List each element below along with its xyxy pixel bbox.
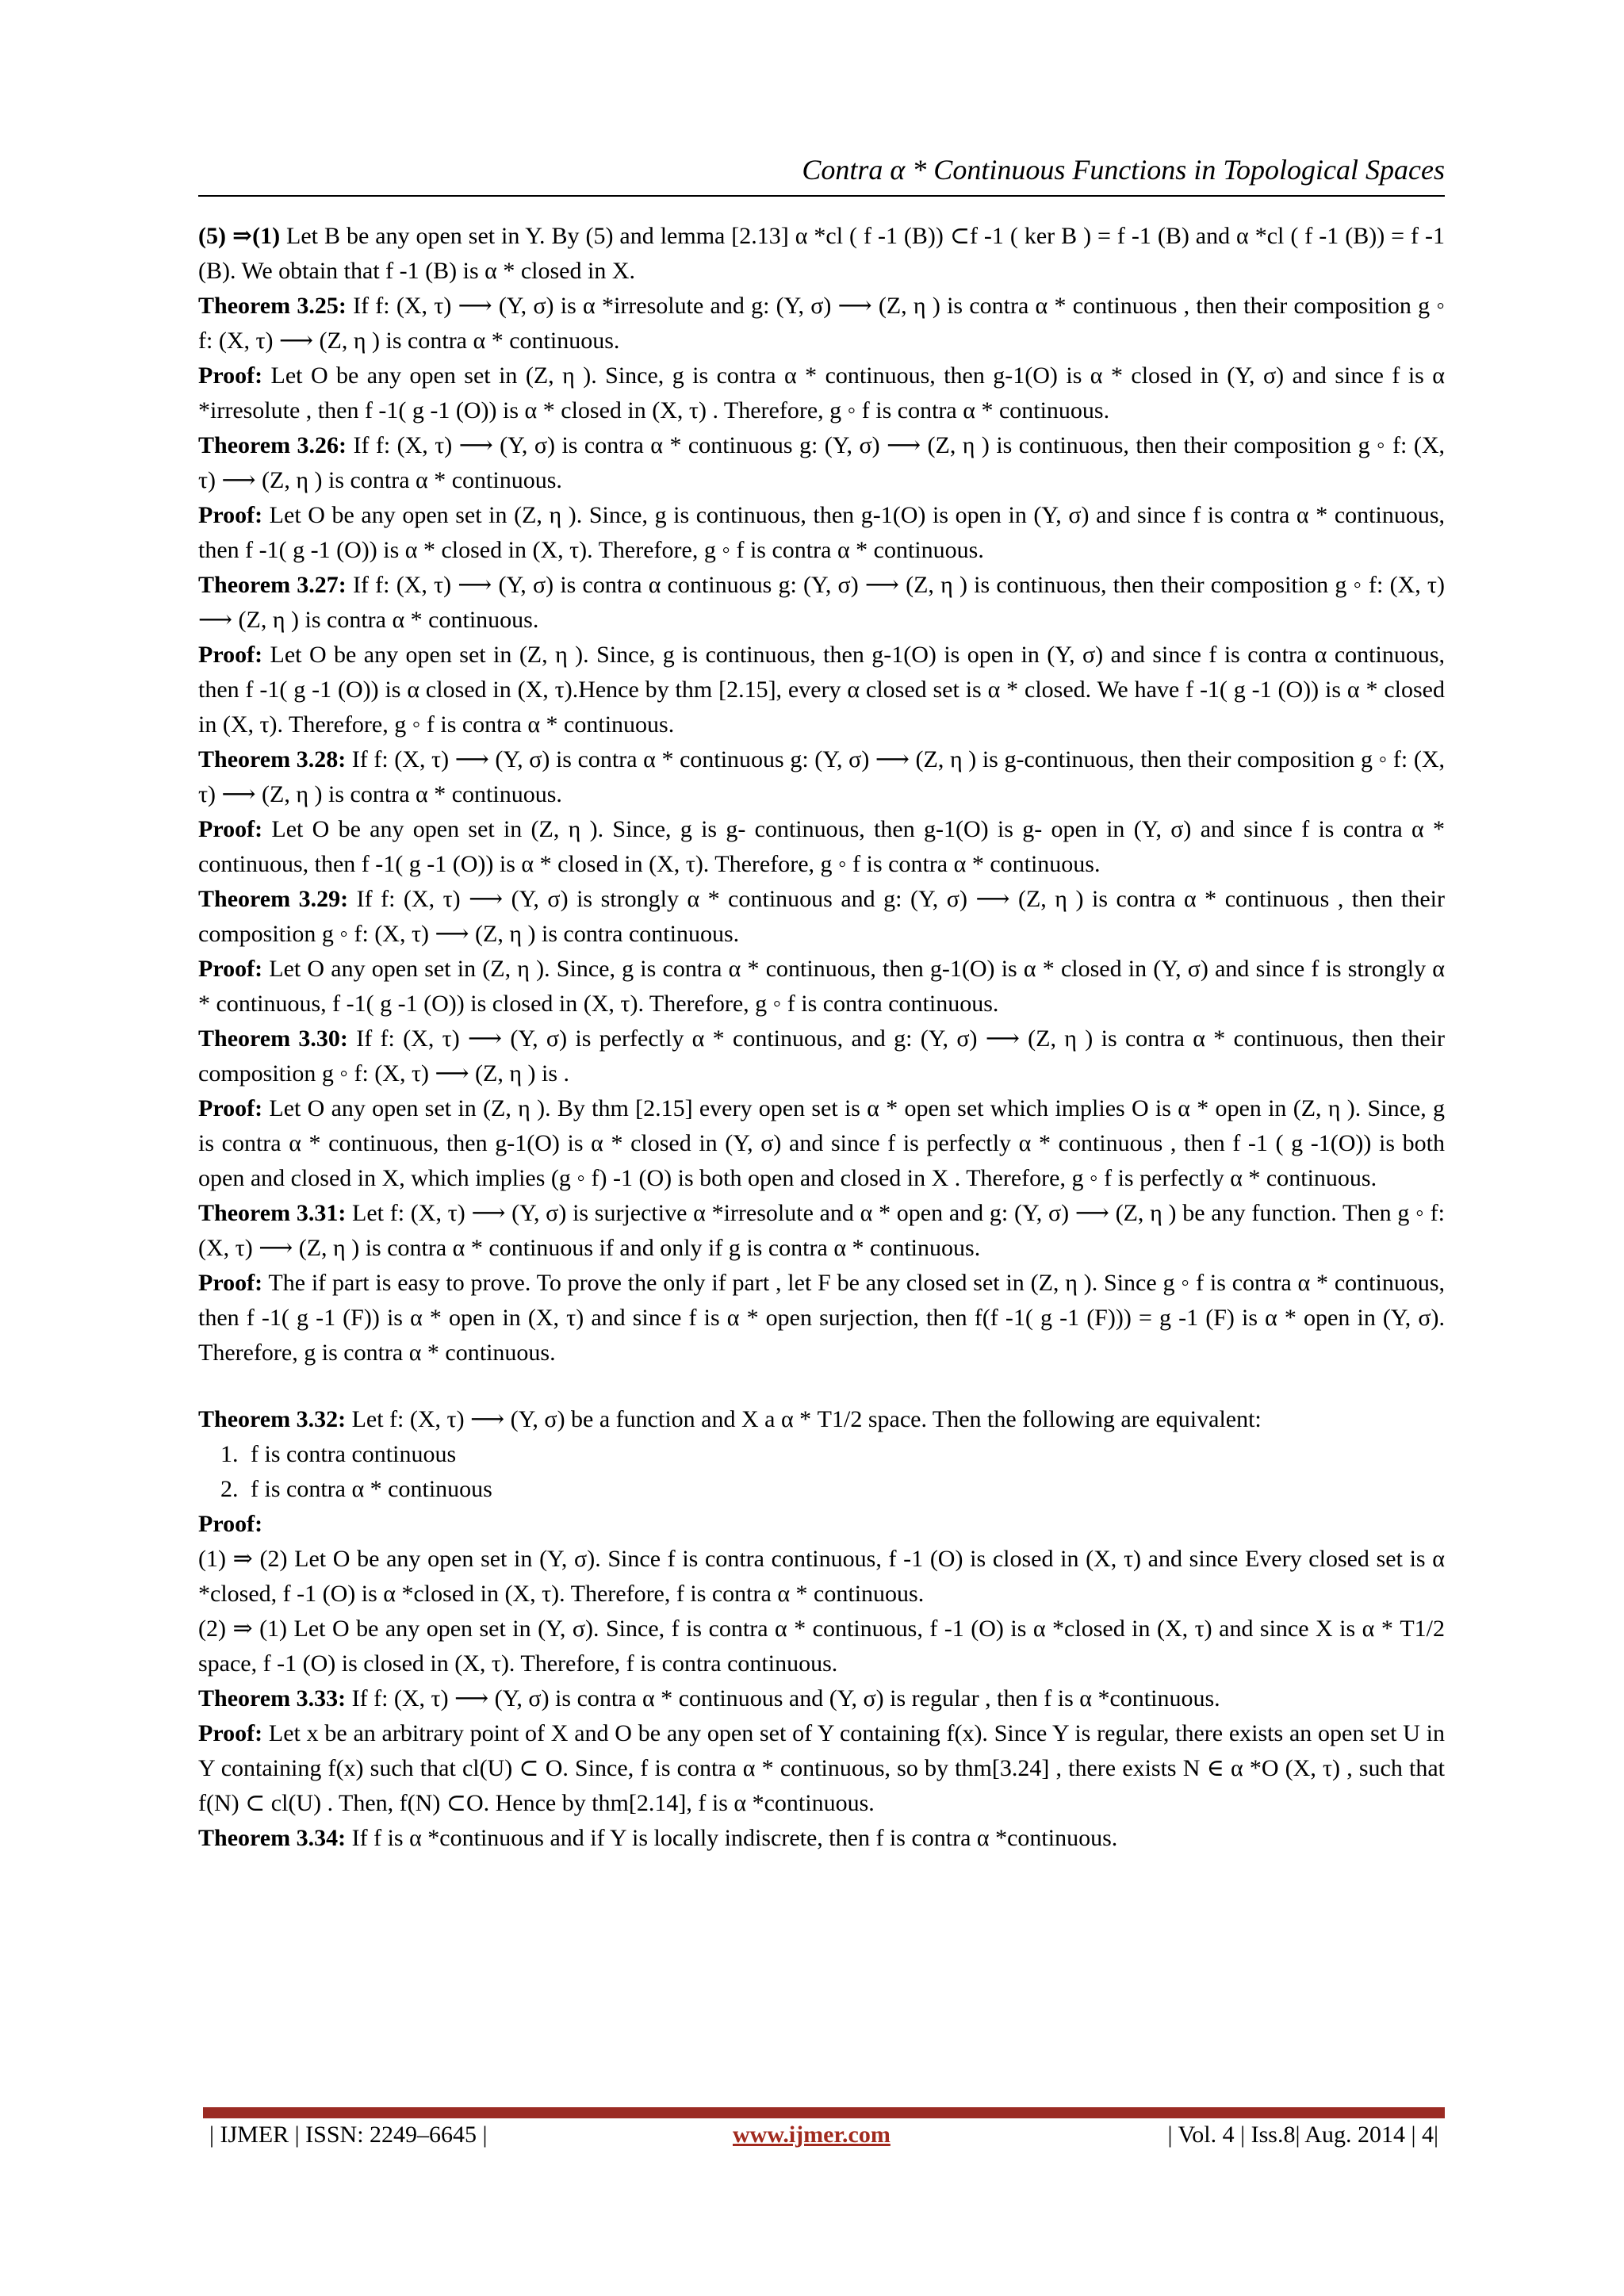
proof: [198, 1266, 1445, 1370]
list-item: 1. f is contra continuous: [244, 1437, 1445, 1472]
paragraph-lead: Proof:: [198, 1720, 263, 1746]
paragraph-text: Let x be an arbitrary point of X and O be any open set of Y containing f(x). Since Y is regular, there exists an open set U in Y containing f(x) such that cl(U) ⊂ O. Since, f is contra α * continuous, so by thm[3.24] , there exists N ∈ α *O (X, τ) , such that f(N) ⊂ cl(U) . Then, f(N) ⊂O. Hence by thm[2.14], f is α *continuous.: [198, 1720, 1445, 1816]
theorem-3-25: [198, 289, 1445, 358]
proof: [198, 812, 1445, 882]
page-footer: [209, 2122, 1438, 2153]
paragraph-lead: Theorem 3.25:: [198, 293, 347, 319]
paragraph-gap: [198, 1370, 1445, 1402]
paragraph-lead: Proof:: [198, 1511, 263, 1537]
paragraph-lead: Theorem 3.26:: [198, 432, 347, 458]
theorem-3-32: [198, 1402, 1445, 1437]
paragraph-text: If f: (X, τ) ⟶ (Y, σ) is perfectly α * continuous, and g: (Y, σ) ⟶ (Z, η ) is contra α * continuous, then their composition g ◦ f: (X, τ) ⟶ (Z, η ) is .: [198, 1025, 1445, 1087]
paragraph-text: Let O be any open set in (Z, η ). Since, g is continuous, then g-1(O) is open in (Y, σ) and since f is contra α * continuous, then f -1( g -1 (O)) is α * closed in (X, τ). Therefore, g ◦ f is contra α * continuous.: [198, 502, 1445, 563]
paragraph-text: Let O be any open set in (Z, η ). Since, g is contra α * continuous, then g-1(O) is α * closed in (Y, σ) and since f is α *irresolute , then f -1( g -1 (O)) is α * closed in (X, τ) . Therefore, g ◦ f is contra α * continuous.: [198, 362, 1445, 424]
paragraph-lead: Theorem 3.29:: [198, 886, 349, 912]
footer-rule: [203, 2107, 1445, 2118]
paragraph-text: Let f: (X, τ) ⟶ (Y, σ) is surjective α *irresolute and α * open and g: (Y, σ) ⟶ (Z, η ) be any function. Then g ◦ f: (X, τ) ⟶ (Z, η ) is contra α * continuous if and only if g is contra α * continuous.: [198, 1200, 1445, 1261]
paragraph-text: The if part is easy to prove. To prove the only if part , let F be any closed set in (Z, η ). Since g ◦ f is contra α * continuous, then f -1( g -1 (F)) is α * open in (X, τ) and since f is α * open surjection, then f(f -1( g -1 (F))) = g -1 (F) is α * open in (Y, σ). Therefore, g is contra α * continuous.: [198, 1270, 1445, 1366]
paragraph-text: If f is α *continuous and if Y is locally indiscrete, then f is contra α *continuous.: [346, 1825, 1118, 1851]
paragraph-lead: Proof:: [198, 642, 263, 668]
proof: [198, 1507, 1445, 1542]
proof-step: [198, 1612, 1445, 1681]
paragraph-lead: Proof:: [198, 502, 263, 528]
paragraph-text: If f: (X, τ) ⟶ (Y, σ) is contra α continuous g: (Y, σ) ⟶ (Z, η ) is continuous, then their composition g ◦ f: (X, τ) ⟶ (Z, η ) is contra α * continuous.: [198, 572, 1445, 633]
paragraph-lead: Theorem 3.32:: [198, 1406, 347, 1432]
paragraph-lead: Proof:: [198, 816, 263, 842]
theorem-3-33: [198, 1681, 1445, 1716]
paragraph-text: If f: (X, τ) ⟶ (Y, σ) is contra α * continuous g: (Y, σ) ⟶ (Z, η ) is g-continuous, then their composition g ◦ f: (X, τ) ⟶ (Z, η ) is contra α * continuous.: [198, 746, 1445, 807]
paragraph-lead: Theorem 3.27:: [198, 572, 347, 598]
paragraph-text: If f: (X, τ) ⟶ (Y, σ) is contra α * continuous g: (Y, σ) ⟶ (Z, η ) is continuous, then their composition g ◦ f: (X, τ) ⟶ (Z, η ) is contra α * continuous.: [198, 432, 1445, 493]
proof: [198, 952, 1445, 1022]
journal-website-link[interactable]: www.ijmer.com: [733, 2122, 891, 2148]
theorem-3-29: [198, 882, 1445, 952]
paragraph-lead: Proof:: [198, 1095, 263, 1121]
paragraph-text: Let B be any open set in Y. By (5) and lemma [2.13] α *cl ( f -1 (B)) ⊂f -1 ( ker B ) = f -1 (B) and α *cl ( f -1 (B)) = f -1 (B). We obtain that f -1 (B) is α * closed in X.: [198, 223, 1445, 284]
paragraph-lead: Theorem 3.30:: [198, 1025, 348, 1052]
proof-step: [198, 1542, 1445, 1612]
paragraph-lead: Theorem 3.34:: [198, 1825, 347, 1851]
theorem-3-27: [198, 568, 1445, 638]
theorem-3-28: [198, 742, 1445, 812]
paragraph-lead: Proof:: [198, 956, 263, 982]
paragraph-text: If f: (X, τ) ⟶ (Y, σ) is α *irresolute and g: (Y, σ) ⟶ (Z, η ) is contra α * continuous , then their composition g ◦ f: (X, τ) ⟶ (Z, η ) is contra α * continuous.: [198, 293, 1445, 354]
paragraph-text: If f: (X, τ) ⟶ (Y, σ) is contra α * continuous and (Y, σ) is regular , then f is α *continuous.: [346, 1685, 1220, 1711]
paragraph-lead: Theorem 3.33:: [198, 1685, 347, 1711]
paragraph-text: (1) ⇒ (2) Let O be any open set in (Y, σ). Since f is contra continuous, f -1 (O) is closed in (X, τ) and since Every closed set is α *closed, f -1 (O) is α *closed in (X, τ). Therefore, f is contra α * continuous.: [198, 1546, 1445, 1607]
paragraph-text: Let O be any open set in (Z, η ). Since, g is g- continuous, then g-1(O) is g- open in (Y, σ) and since f is contra α * continuous, then f -1( g -1 (O)) is α * closed in (X, τ). Therefore, g ◦ f is contra α * continuous.: [198, 816, 1445, 877]
paragraph-lead: Theorem 3.31:: [198, 1200, 347, 1226]
equivalence-list: [198, 1437, 1445, 1507]
proof: [198, 1716, 1445, 1821]
proof: [198, 1091, 1445, 1196]
paragraph-text: If f: (X, τ) ⟶ (Y, σ) is strongly α * continuous and g: (Y, σ) ⟶ (Z, η ) is contra α * continuous , then their composition g ◦ f: (X, τ) ⟶ (Z, η ) is contra continuous.: [198, 886, 1445, 947]
issue-info: | Vol. 4 | Iss.8| Aug. 2014 | 4|: [1167, 2122, 1438, 2148]
header-rule: [198, 195, 1445, 197]
paragraph-text: Let f: (X, τ) ⟶ (Y, σ) be a function and X a α * T1/2 space. Then the following are equivalent:: [346, 1406, 1262, 1432]
paragraph: [198, 219, 1445, 289]
theorem-3-30: [198, 1022, 1445, 1091]
theorem-3-34: [198, 1821, 1445, 1856]
paragraph-text: Let O any open set in (Z, η ). By thm [2.15] every open set is α * open set which implies O is α * open in (Z, η ). Since, g is contra α * continuous, then g-1(O) is α * closed in (Y, σ) and since f is perfectly α * continuous , then f -1 ( g -1(O)) is both open and closed in X, which implies (g ◦ f) -1 (O) is both open and closed in X . Therefore, g ◦ f is perfectly α * continuous.: [198, 1095, 1445, 1191]
theorem-3-26: [198, 428, 1445, 498]
paragraph-lead: Proof:: [198, 1270, 263, 1296]
proof: [198, 498, 1445, 568]
list-item: 2. f is contra α * continuous: [244, 1472, 1445, 1507]
paragraph-text: Let O any open set in (Z, η ). Since, g is contra α * continuous, then g-1(O) is α * closed in (Y, σ) and since f is strongly α * continuous, f -1( g -1 (O)) is closed in (X, τ). Therefore, g ◦ f is contra continuous.: [198, 956, 1445, 1017]
proof: [198, 638, 1445, 742]
proof: [198, 358, 1445, 428]
paragraph-lead: Proof:: [198, 362, 263, 389]
paragraph-lead: (5) ⇒(1): [198, 223, 281, 249]
running-title: Contra α * Continuous Functions in Topological Spaces: [802, 154, 1445, 186]
page-body: [198, 219, 1445, 1856]
paragraph-lead: Theorem 3.28:: [198, 746, 347, 772]
paragraph-text: Let O be any open set in (Z, η ). Since, g is continuous, then g-1(O) is open in (Y, σ) and since f is contra α continuous, then f -1( g -1 (O)) is α closed in (X, τ).Hence by thm [2.15], every α closed set is α * closed. We have f -1( g -1 (O)) is α * closed in (X, τ). Therefore, g ◦ f is contra α * continuous.: [198, 642, 1445, 738]
journal-info: | IJMER | ISSN: 2249–6645 |: [209, 2122, 488, 2148]
paragraph-text: (2) ⇒ (1) Let O be any open set in (Y, σ). Since, f is contra α * continuous, f -1 (O) is α *closed in (X, τ) and since X is α * T1/2 space, f -1 (O) is closed in (X, τ). Therefore, f is contra continuous.: [198, 1616, 1445, 1677]
theorem-3-31: [198, 1196, 1445, 1266]
